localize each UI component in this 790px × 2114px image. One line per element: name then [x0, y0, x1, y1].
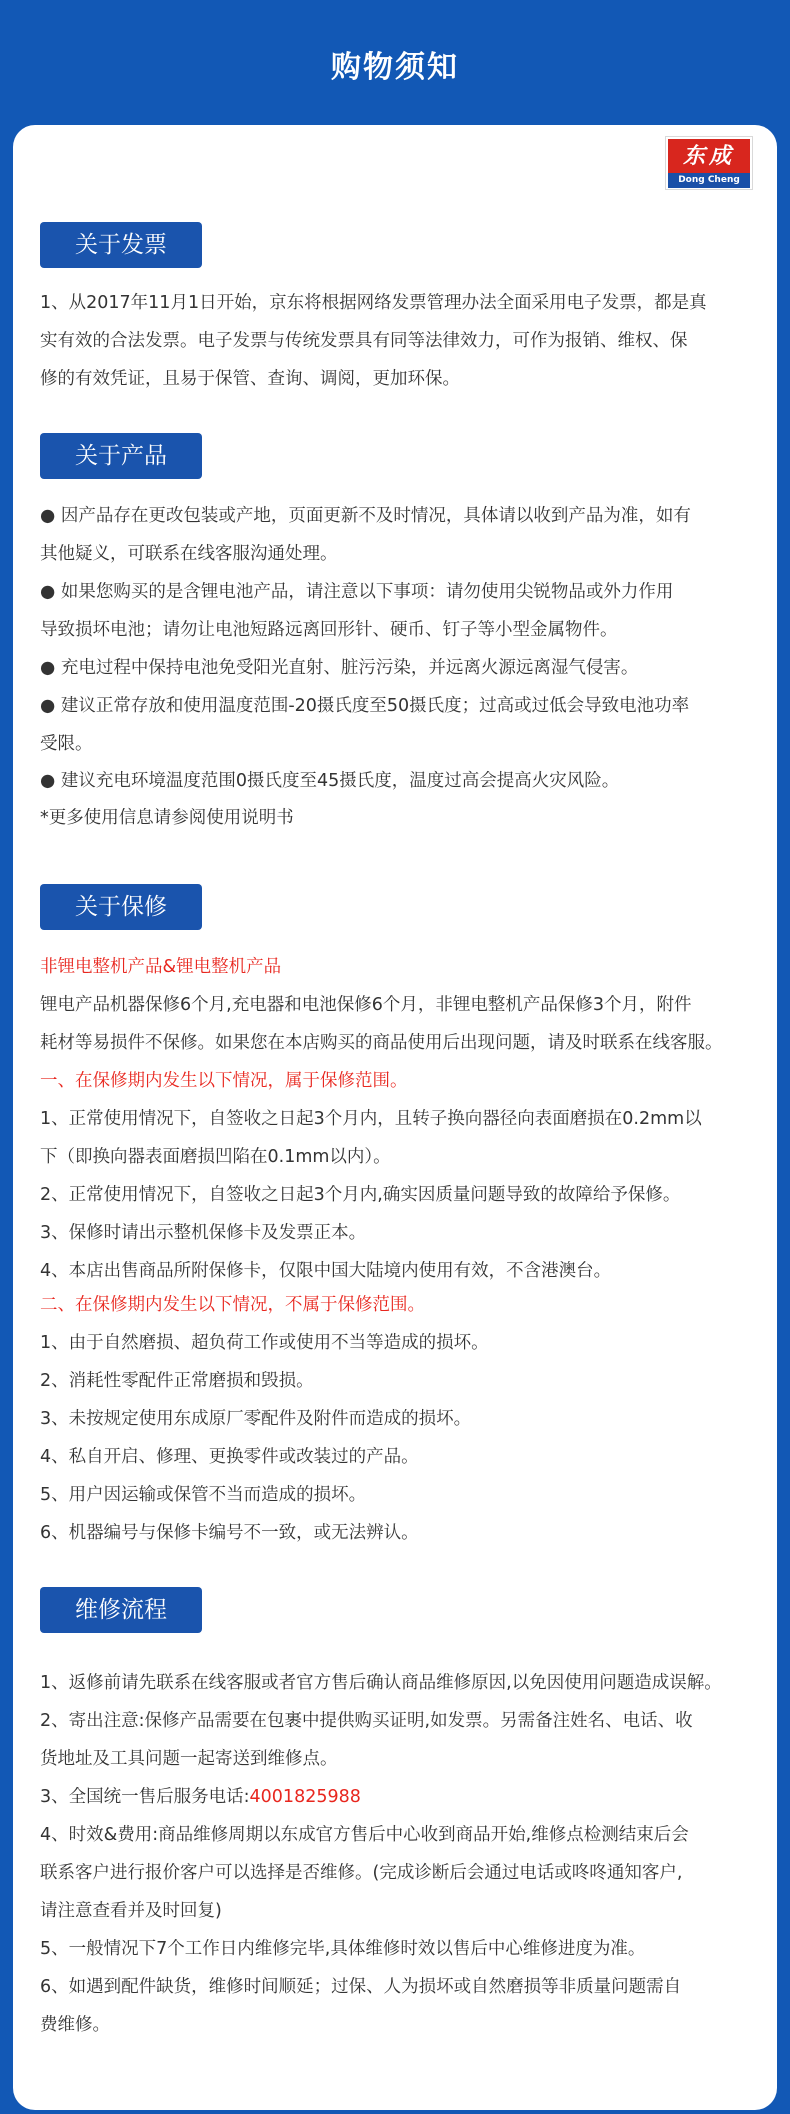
product-note: *更多使用信息请参阅使用说明书: [40, 808, 294, 828]
warranty-covered-item: 4、本店出售商品所附保修卡，仅限中国大陆境内使用有效，不含港澳台。: [40, 1261, 612, 1281]
product-line: 其他疑义，可联系在线客服沟通处理。: [40, 544, 338, 564]
section-title-invoice: 关于发票: [40, 222, 202, 268]
brand-logo: [665, 136, 753, 190]
section-title-product: 关于产品: [40, 433, 202, 479]
warranty-covered-item: 下（即换向器表面磨损凹陷在0.1mm以内）。: [40, 1147, 391, 1167]
warranty-covered-item: 2、正常使用情况下，自签收之日起3个月内,确实因质量问题导致的故障给予保修。: [40, 1185, 681, 1205]
page-header: [0, 0, 790, 125]
repair-phone-label: 3、全国统一售后服务电话:: [40, 1787, 250, 1807]
product-line: 导致损坏电池；请勿让电池短路远离回形针、硬币、钉子等小型金属物件。: [40, 620, 618, 640]
repair-step-line: 联系客户进行报价客户可以选择是否维修。(完成诊断后会通过电话或咚咚通知客户,: [40, 1863, 683, 1883]
warranty-intro-line: 锂电产品机器保修6个月,充电器和电池保修6个月，非锂电整机产品保修3个月，附件: [40, 995, 692, 1015]
repair-step-line: 4、时效&费用:商品维修周期以东成官方售后中心收到商品开始,维修点检测结束后会: [40, 1825, 689, 1845]
warranty-intro-line: 耗材等易损件不保修。如果您在本店购买的商品使用后出现问题，请及时联系在线客服。: [40, 1033, 723, 1053]
section-title-repair: 维修流程: [40, 1587, 202, 1633]
warranty-subtitle: 非锂电整机产品&锂电整机产品: [40, 957, 282, 977]
warranty-excluded-item: 1、由于自然磨损、超负荷工作或使用不当等造成的损坏。: [40, 1333, 489, 1353]
repair-step-line: 费维修。: [40, 2015, 110, 2035]
repair-step-line: 请注意查看并及时回复): [40, 1901, 222, 1921]
warranty-excluded-item: 5、用户因运输或保管不当而造成的损坏。: [40, 1485, 367, 1505]
service-phone-number: 4001825988: [249, 1787, 361, 1807]
warranty-excluded-item: 4、私自开启、修理、更换零件或改装过的产品。: [40, 1447, 419, 1467]
repair-step-line: 2、寄出注意:保修产品需要在包裹中提供购买证明,如发票。另需备注姓名、电话、收: [40, 1711, 693, 1731]
warranty-covered-title: 一、在保修期内发生以下情况，属于保修范围。: [40, 1071, 408, 1091]
warranty-excluded-title: 二、在保修期内发生以下情况，不属于保修范围。: [40, 1295, 425, 1315]
product-line: ● 建议充电环境温度范围0摄氏度至45摄氏度，温度过高会提高火灾风险。: [40, 771, 620, 791]
invoice-line: 修的有效凭证，且易于保管、查询、调阅，更加环保。: [40, 369, 460, 389]
product-line: ● 充电过程中保持电池免受阳光直射、脏污污染，并远离火源远离湿气侵害。: [40, 658, 639, 678]
repair-step-phone: [40, 1778, 760, 1816]
repair-step-line: 5、一般情况下7个工作日内维修完毕,具体维修时效以售后中心维修进度为准。: [40, 1939, 646, 1959]
section-title-warranty: 关于保修: [40, 884, 202, 930]
warranty-excluded-item: 6、机器编号与保修卡编号不一致，或无法辨认。: [40, 1523, 419, 1543]
invoice-line: 1、从2017年11月1日开始，京东将根据网络发票管理办法全面采用电子发票，都是真: [40, 293, 707, 313]
warranty-excluded-item: 3、未按规定使用东成原厂零配件及附件而造成的损坏。: [40, 1409, 472, 1429]
product-line: ● 建议正常存放和使用温度范围-20摄氏度至50摄氏度；过高或过低会导致电池功率: [40, 696, 690, 716]
warranty-covered-item: 3、保修时请出示整机保修卡及发票正本。: [40, 1223, 367, 1243]
repair-step-line: 货地址及工具问题一起寄送到维修点。: [40, 1749, 338, 1769]
page-title: 购物须知: [331, 50, 459, 85]
repair-step-line: 6、如遇到配件缺货，维修时间顺延；过保、人为损坏或自然磨损等非质量问题需自: [40, 1977, 682, 1997]
warranty-covered-item: 1、正常使用情况下，自签收之日起3个月内，且转子换向器径向表面磨损在0.2mm以: [40, 1109, 702, 1129]
brand-logo-mark: 东成: [668, 139, 750, 173]
product-line: 受限。: [40, 734, 93, 754]
repair-step-line: 1、返修前请先联系在线客服或者官方售后确认商品维修原因,以免因使用问题造成误解。: [40, 1673, 722, 1693]
product-line: ● 如果您购买的是含锂电池产品，请注意以下事项：请勿使用尖锐物品或外力作用: [40, 582, 674, 602]
product-line: ● 因产品存在更改包装或产地，页面更新不及时情况，具体请以收到产品为准，如有: [40, 506, 691, 526]
warranty-excluded-item: 2、消耗性零配件正常磨损和毁损。: [40, 1371, 314, 1391]
invoice-line: 实有效的合法发票。电子发票与传统发票具有同等法律效力，可作为报销、维权、保: [40, 331, 688, 351]
brand-logo-sub: Dong Cheng: [668, 173, 750, 188]
